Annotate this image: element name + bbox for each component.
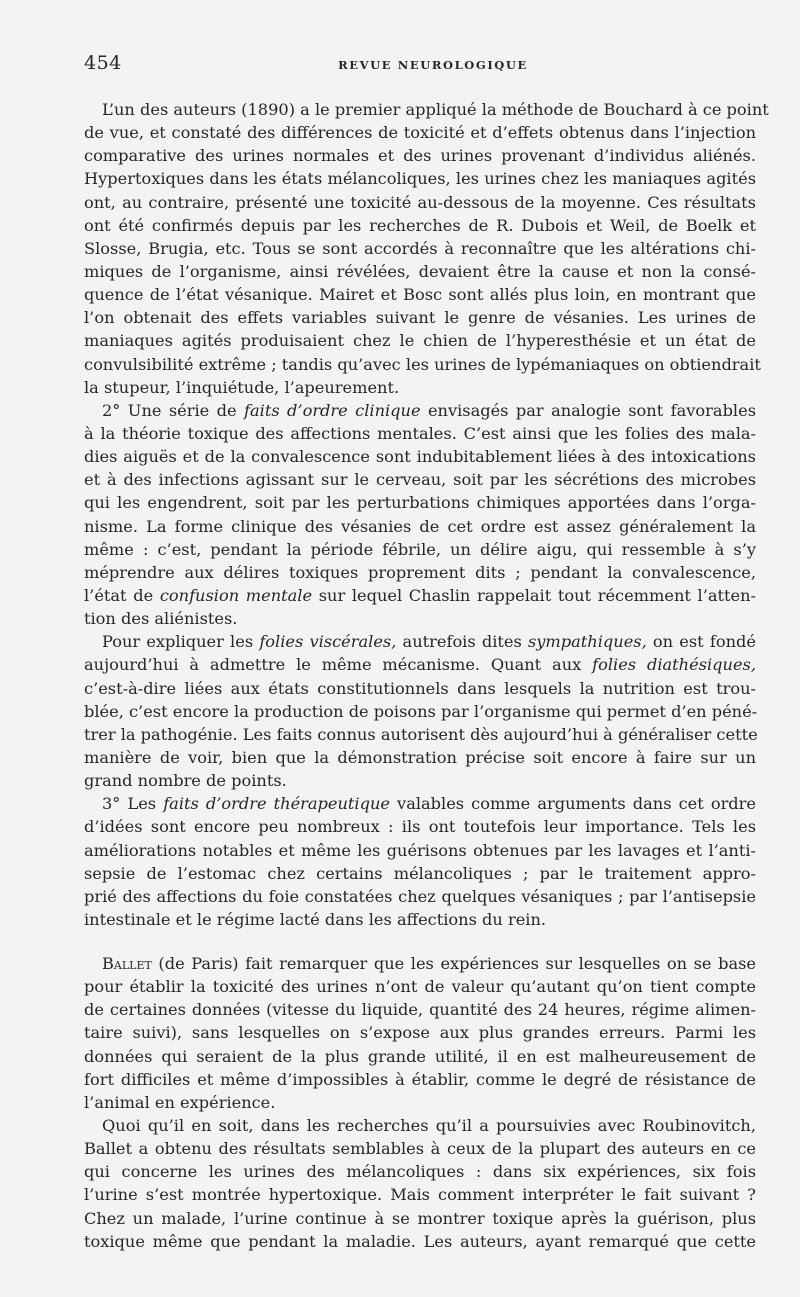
italic-term: sympathiques, <box>527 632 647 652</box>
text-line: Ballet a obtenu des résultats semblables à ceux de la plupart des auteurs en ce <box>84 1139 756 1159</box>
paragraph-visceral-folies <box>84 630 756 792</box>
text-line: fort difficiles et même d’impossibles à établir, comme le degré de résistance de <box>84 1069 756 1089</box>
journal-title: REVUE NEUROLOGIQUE <box>338 58 528 72</box>
text-line: dies aiguës et de la convalescence sont indubitablement liées à des intoxications <box>84 447 756 467</box>
text-line: c’est-à-dire liées aux états constitutionnels dans lesquels la nutrition est trou- <box>84 678 756 698</box>
italic-term: confusion mentale <box>159 585 313 605</box>
text-line: d’idées sont encore peu nombreux : ils ont toutefois leur importance. Tels les <box>84 817 756 837</box>
article-body <box>84 98 769 1253</box>
paragraph-ballet-remarks <box>84 952 756 1114</box>
text-line: taire suivi), sans lesquelles on s’expose aux plus grandes erreurs. Parmi les <box>84 1023 756 1043</box>
text-line: l’on obtenait des effets variables suivant le genre de vésanies. Les urines de <box>84 308 756 328</box>
italic-term: folies diathésiques, <box>592 655 756 675</box>
paragraph-clinical-facts <box>84 399 756 630</box>
text-run: l’état de <box>84 585 160 605</box>
paragraph-ballet-results <box>84 1114 756 1253</box>
text-line: données qui seraient de la plus grande utilité, il en est malheureusement de <box>84 1046 756 1066</box>
text-line: grand nombre de points. <box>84 771 287 791</box>
paragraph-urine-toxicity <box>84 98 769 399</box>
text-line: même : c’est, pendant la période fébrile, un délire aigu, qui ressemble à s’y <box>84 539 756 559</box>
text-line: l’urine s’est montrée hypertoxique. Mais comment interpréter le fait suivant ? <box>84 1185 756 1205</box>
text-run: valables comme arguments dans cet ordre <box>389 794 756 814</box>
text-line: sepsie de l’estomac chez certains mélancoliques ; par le traitement appro- <box>84 863 756 883</box>
text-line: convulsibilité extrême ; tandis qu’avec les urines de lypémaniaques on obtiendrait <box>84 354 761 374</box>
text-run: sur lequel Chaslin rappelait tout récemment l’atten- <box>312 585 756 605</box>
text-line: quence de l’état vésanique. Mairet et Bosc sont allés plus loin, en montrant que <box>84 285 756 305</box>
text-line: prié des affections du foie constatées chez quelques vésaniques ; par l’antisepsie <box>84 886 756 906</box>
text-run: 2° Une série de <box>102 400 245 420</box>
text-line <box>84 584 756 607</box>
text-line: blée, c’est encore la production de poisons par l’organisme qui permet d’en péné- <box>84 701 758 721</box>
text-line: Hypertoxiques dans les états mélancoliques, les urines chez les maniaques agités <box>84 169 756 189</box>
text-line <box>84 653 756 676</box>
text-line: à la théorie toxique des affections mentales. C’est ainsi que les folies des mala- <box>84 423 756 443</box>
text-line: qui les engendrent, soit par les perturbations chimiques apportées dans l’orga- <box>84 493 756 513</box>
italic-term: folies viscérales, <box>259 632 397 652</box>
text-run: Pour expliquer les <box>102 632 260 652</box>
italic-term: faits d’ordre clinique <box>244 400 421 420</box>
text-line: améliorations notables et même les guérisons obtenues par les lavages et l’anti- <box>84 840 756 860</box>
text-line: miques de l’organisme, ainsi révélées, devaient être la cause et non la consé- <box>84 261 756 281</box>
text-line: toxique même que pendant la maladie. Les auteurs, ayant remarqué que cette <box>84 1231 756 1251</box>
author-name: Ballet <box>102 954 152 974</box>
italic-term: faits d’ordre thérapeutique <box>163 794 390 814</box>
paragraph-therapeutic-facts <box>84 792 756 931</box>
text-line: Quoi qu’il en soit, dans les recherches qu’il a poursuivies avec Roubinovitch, <box>102 1116 756 1136</box>
text-run: 3° Les <box>102 794 164 814</box>
text-line: et à des infections agissant sur le cerveau, soit par les sécrétions des microbes <box>84 470 756 490</box>
text-line: Slosse, Brugia, etc. Tous se sont accordés à reconnaître que les altérations chi- <box>84 238 756 258</box>
section-gap <box>84 931 756 952</box>
text-run: envisagés par analogie sont favorables <box>420 400 756 420</box>
text-line: tion des aliénistes. <box>84 609 238 629</box>
text-line <box>84 952 756 975</box>
text-line: ont été confirmés depuis par les recherches de R. Dubois et Weil, de Boelk et <box>84 215 756 235</box>
text-run: (de Paris) fait remarquer que les expériences sur lesquelles on se base <box>151 954 756 974</box>
text-line: Chez un malade, l’urine continue à se montrer toxique après la guérison, plus <box>84 1208 756 1228</box>
text-run: autrefois dites <box>396 632 528 652</box>
text-line: trer la pathogénie. Les faits connus autorisent dès aujourd’hui à généraliser cette <box>84 724 758 744</box>
text-line: pour établir la toxicité des urines n’ont de valeur qu’autant qu’on tient compte <box>84 977 756 997</box>
running-header <box>84 52 756 82</box>
text-line <box>84 399 756 422</box>
page-number: 454 <box>84 52 122 74</box>
text-line: méprendre aux délires toxiques proprement dits ; pendant la convalescence, <box>84 562 756 582</box>
text-line: qui concerne les urines des mélancoliques : dans six expériences, six fois <box>84 1162 756 1182</box>
text-line: l’animal en expérience. <box>84 1092 276 1112</box>
text-line: manière de voir, bien que la démonstration précise soit encore à faire sur un <box>84 747 756 767</box>
text-line: de vue, et constaté des différences de toxicité et d’effets obtenus dans l’injection <box>84 123 756 143</box>
text-line: de certaines données (vitesse du liquide, quantité des 24 heures, régime alimen- <box>84 1000 756 1020</box>
text-line: ont, au contraire, présenté une toxicité au-dessous de la moyenne. Ces résultats <box>84 192 756 212</box>
text-line: L’un des auteurs (1890) a le premier appliqué la méthode de Bouchard à ce point <box>102 100 769 119</box>
text-line: la stupeur, l’inquiétude, l’apeurement. <box>84 377 400 397</box>
text-line: intestinale et le régime lacté dans les affections du rein. <box>84 909 547 929</box>
text-line: nisme. La forme clinique des vésanies de cet ordre est assez généralement la <box>84 516 756 536</box>
text-line: comparative des urines normales et des urines provenant d’individus aliénés. <box>84 146 756 166</box>
text-line <box>84 792 756 815</box>
text-line <box>84 630 756 653</box>
text-run: on est fondé <box>646 632 756 652</box>
text-line: maniaques agités produisaient chez le chien de l’hyperesthésie et un état de <box>84 331 756 351</box>
text-run: aujourd’hui à admettre le même mécanisme. Quant aux <box>84 655 593 675</box>
